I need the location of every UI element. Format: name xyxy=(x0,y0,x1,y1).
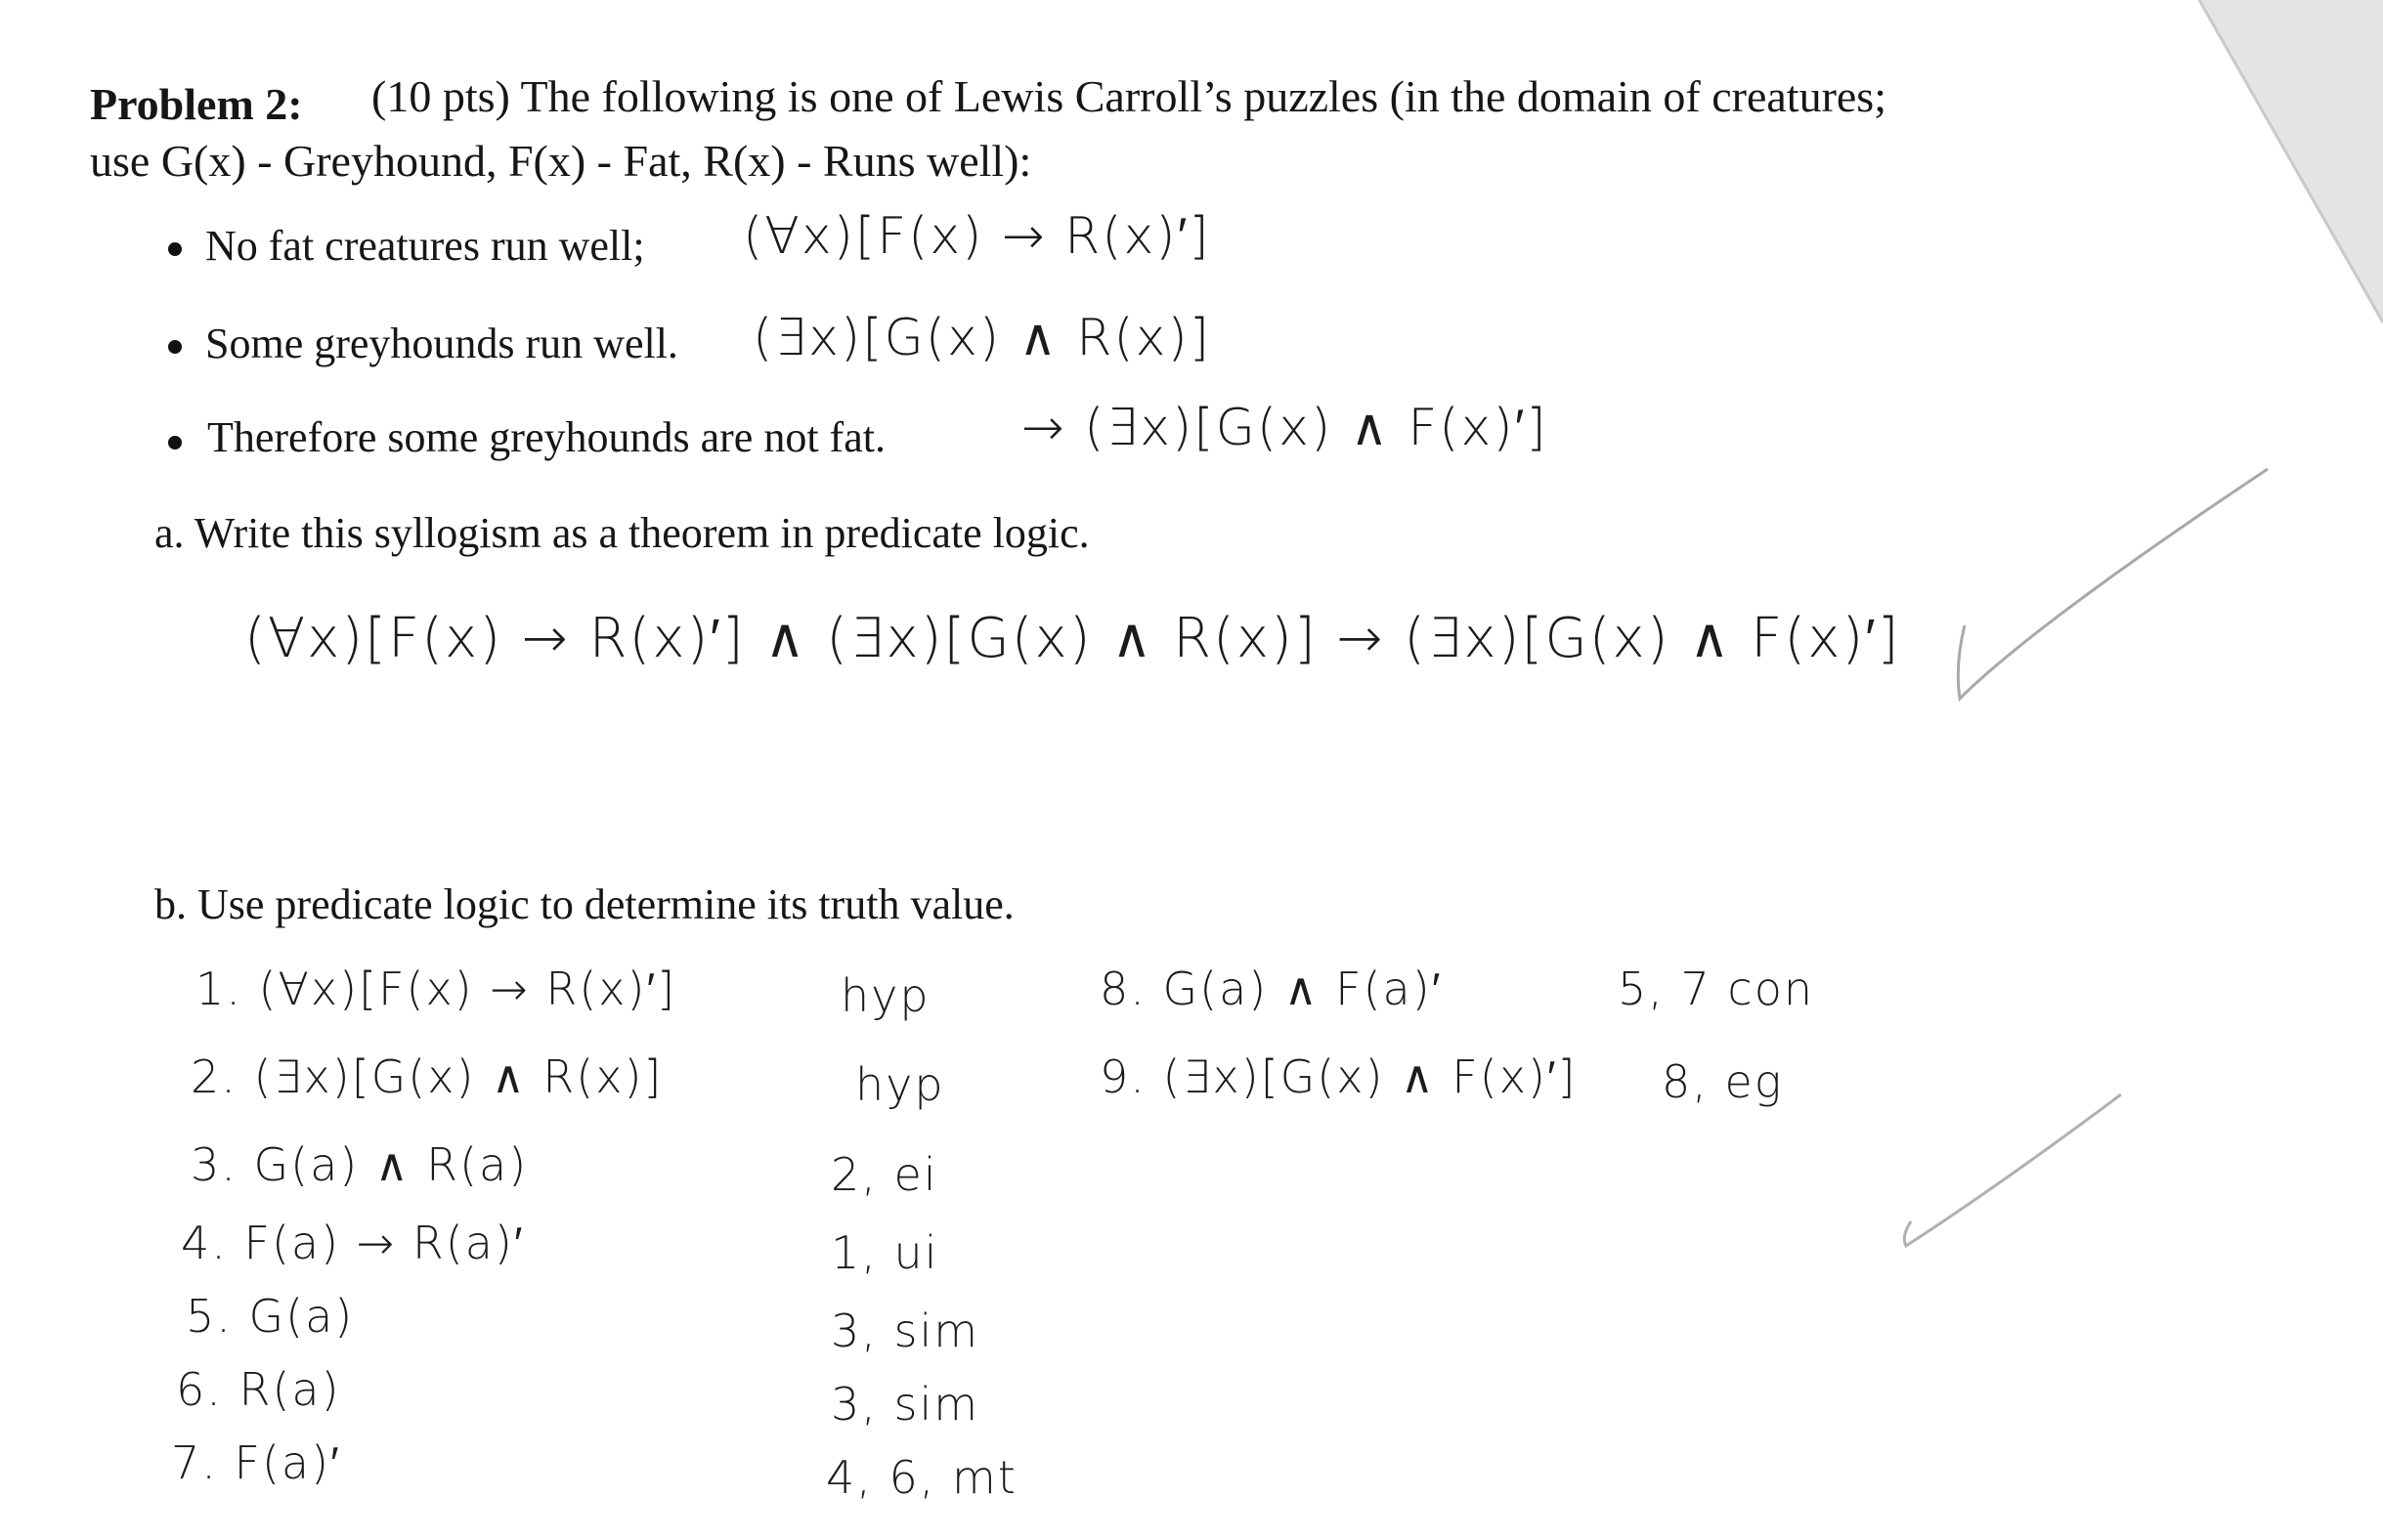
proof-step-2: 2. (∃x)[G(x) ∧ R(x)] xyxy=(191,1050,664,1103)
problem-label: Problem 2: xyxy=(90,79,303,129)
bullet-dot xyxy=(168,242,182,256)
proof-step-8: 8. G(a) ∧ F(a)′ xyxy=(1100,962,1443,1015)
proof-step-9: 9. (∃x)[G(x) ∧ F(x)′] xyxy=(1100,1050,1578,1103)
bullet-dot xyxy=(168,436,182,449)
part-a-question: a. Write this syllogism as a theorem in predicate logic. xyxy=(154,509,1090,557)
proof-step-4: 4. F(a) → R(a)′ xyxy=(181,1217,525,1269)
problem-intro-line2: use G(x) - Greyhound, F(x) - Fat, R(x) - Runs well): xyxy=(90,136,1032,186)
proof-reason-8: 5, 7 con xyxy=(1618,962,1814,1015)
bullet-dot xyxy=(168,340,182,354)
premise-1-text: No fat creatures run well; xyxy=(205,222,645,270)
proof-reason-1: hyp xyxy=(841,969,931,1022)
proof-reason-2: hyp xyxy=(855,1058,945,1111)
conclusion-handwritten: → (∃x)[G(x) ∧ F(x)′] xyxy=(1021,399,1548,457)
problem-intro-line1: (10 pts) The following is one of Lewis Carroll’s puzzles (in the domain of creatures; xyxy=(371,71,1886,121)
proof-reason-3: 2, ei xyxy=(831,1148,938,1201)
proof-reason-5: 3, sim xyxy=(831,1305,980,1357)
part-a-answer: (∀x)[F(x) → R(x)′] ∧ (∃x)[G(x) ∧ R(x)] → (∃x)[G(x) ∧ F(x)′] xyxy=(244,607,1901,670)
proof-step-6: 6. R(a) xyxy=(176,1363,341,1416)
proof-reason-4: 1, ui xyxy=(831,1226,939,1279)
proof-step-1: 1. (∀x)[F(x) → R(x)′] xyxy=(195,962,677,1015)
premise-2-handwritten: (∃x)[G(x) ∧ R(x)] xyxy=(753,309,1212,367)
premise-2-text: Some greyhounds run well. xyxy=(205,320,678,367)
proof-step-3: 3. G(a) ∧ R(a) xyxy=(191,1138,529,1191)
conclusion-text: Therefore some greyhounds are not fat. xyxy=(207,413,886,461)
proof-reason-7: 4, 6, mt xyxy=(826,1451,1018,1504)
premise-1-handwritten: (∀x)[F(x) → R(x)′] xyxy=(743,207,1211,266)
proof-reason-6: 3, sim xyxy=(831,1378,980,1431)
part-b-question: b. Use predicate logic to determine its truth value. xyxy=(154,880,1015,928)
proof-step-7: 7. F(a)′ xyxy=(171,1436,341,1489)
proof-reason-9: 8, eg xyxy=(1662,1055,1784,1108)
proof-step-5: 5. G(a) xyxy=(186,1290,355,1343)
